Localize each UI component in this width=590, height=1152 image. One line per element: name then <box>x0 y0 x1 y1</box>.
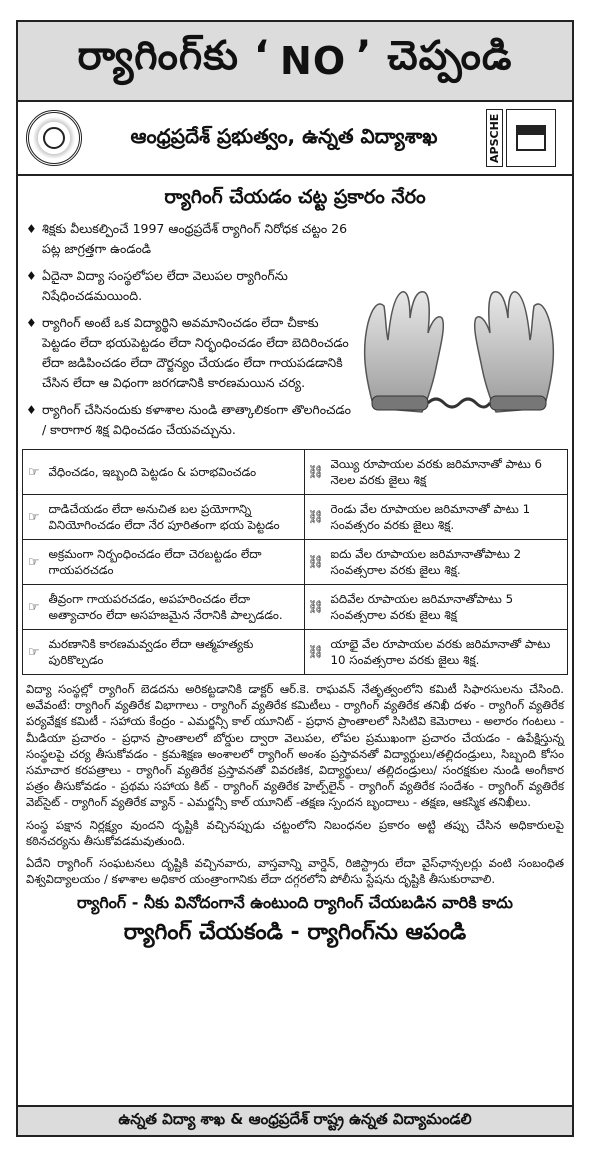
punishment-cell: వెయ్యి రూపాయల వరకు జరిమానాతో పాటు 6 నెలల వరకు జైలు శిక్ష <box>327 450 568 495</box>
footer <box>18 1105 572 1135</box>
title-left: ర్యాగింగ్‌కు ‘ <box>77 33 271 79</box>
handcuffs-icon <box>354 278 564 428</box>
pointing-hand-icon: ☞ <box>23 540 45 585</box>
punishment-cell: ఐదు వేల రూపాయల జరిమానాతోపాటు 2 సంవత్సరాల వరకు జైలు శిక్ష. <box>327 540 568 585</box>
penalty-table <box>22 449 568 675</box>
table-row <box>23 540 568 585</box>
table-row <box>23 495 568 540</box>
negligence-paragraph: సంస్థ పక్షాన నిర్లక్ష్యం వుందని దృష్టికి వచ్చినప్పుడు చట్టంలోని నిబంధనల ప్రకారం అట్టి తప్పు చేసిన అధికారులపై కఠినచర్యను తీసుకోవడమవుతుంది. <box>26 817 564 848</box>
committee-paragraph: విద్యా సంస్థల్లో ర్యాగింగ్ బెడదను అరికట్టడానికి డాక్టర్ ఆర్.కె. రాఘవన్ నేతృత్వంలోని కమిటీ సిఫారసులను చేసింది. అవేవంటే: ర్యాగింగ్ వ్యతిరేక విభాగాలు - ర్యాగింగ్ వ్యతిరేక కమిటీలు - ర్యాగింగ్ వ్యతిరేక తనిఖీ దళం - ర్యాగింగ్ వ్యతిరేక పర్యవేక్షక కమిటీ - సహాయ కేంద్రం - ఎమర్జన్సీ కాల్ యూనిట్ - ప్రధాన ప్రాంతాలలో సిసిటివి కెమెరాలు - అలారం గంటలు - మీడియా ప్రచారం - ప్రధాన ప్రాంతాలలో బోర్డుల ద్వారా వెలుపల, లోపల ప్రముఖంగా ప్రచారం చేయడం - ఉపేక్షిస్తున్న సంస్థలపై చర్య తీసుకోవడం - క్రమశిక్షణ అంశాలలో ర్యాగింగ్ అంశం ప్రస్తావనతో విద్యార్థులు/తల్లిదండ్రులు, సిబ్బంది కోసం సమాచార కరపత్రాలు - ర్యాగింగ్ వ్యతిరేక ప్రస్తావనతో వివరణిక, విద్యార్థులు/ తల్లిదండ్రులు/ సంరక్షకుల నుండి అంగీకార పత్రం తీసుకోవడం - ప్రథమ సహాయ కిట్ - ర్యాగింగ్ వ్యతిరేక హెల్ప్‌లైన్ - ర్యాగింగ్ వ్యతిరేక సందేశం - ర్యాగింగ్ వ్యతిరేక వెబ్‌సైట్ - ర్యాగింగ్ వ్యతిరేక వ్యాన్ - ఎమర్జన్సీ కాల్ యూనిట్ -తక్షణ స్పందన బృందాలు - తక్షణ, ఆకస్మిక తనిఖీలు. <box>26 682 564 810</box>
offence-cell: మరణానికి కారణమవ్వడం లేదా ఆత్మహత్యకు పురికొల్పడం <box>45 630 305 675</box>
punishment-cell: రెండు వేల రూపాయల జరిమానాతో పాటు 1 సంవత్సరం వరకు జైలు శిక్ష. <box>327 495 568 540</box>
handcuffs-icon: ⛓ <box>305 450 327 495</box>
slogan-line-2: ర్యాగింగ్ చేయకండి - ర్యాగింగ్‌ను ఆపండి <box>123 920 467 946</box>
handcuffs-icon: ⛓ <box>305 540 327 585</box>
bullet-list <box>24 219 352 447</box>
offence-cell: వేధించడం, ఇబ్బంది పెట్టడం & పరాభవించడం <box>45 450 305 495</box>
handcuffs-icon: ⛓ <box>305 630 327 675</box>
pointing-hand-icon: ☞ <box>23 495 45 540</box>
handcuffs-icon: ⛓ <box>305 495 327 540</box>
punishment-cell: యాభై వేల రూపాయల వరకు జరిమానాతో పాటు 10 సంవత్సరాల వరకు జైలు శిక్ష. <box>327 630 568 675</box>
slogan-line-1: ర్యాగింగ్ - నీకు వినోదంగానే ఉంటుంది ర్యాగింగ్ చేయబడిన వారికి కాదు <box>77 893 513 913</box>
government-title: ఆంధ్రప్రదేశ్ ప్రభుత్వం, ఉన్నత విద్యాశాఖ <box>130 123 438 148</box>
table-row <box>23 585 568 630</box>
table-row <box>23 450 568 495</box>
pointing-hand-icon: ☞ <box>23 450 45 495</box>
footer-text: ఉన్నత విద్యా శాఖ & ఆంధ్రప్రదేశ్ రాష్ట్ర ఉన్నత విద్యామండలి <box>118 1110 472 1128</box>
handcuffs-icon: ⛓ <box>305 585 327 630</box>
bullet-item: ♦ ఏదైనా విద్యా సంస్థలోపల లేదా వెలుపల ర్యాగింగ్‌ను నిషేధించడమయింది. <box>24 266 352 306</box>
pointing-hand-icon: ☞ <box>23 630 45 675</box>
pointing-hand-icon: ☞ <box>23 585 45 630</box>
offence-cell: దాడిచేయడం లేదా అనుచిత బల ప్రయోగాన్ని వినియోగించడం లేదా నేర పూరితంగా భయ పెట్టడం <box>45 495 305 540</box>
offence-cell: అక్రమంగా నిర్బంధించడం లేదా చెరబట్టడం లేదా గాయపరచడం <box>45 540 305 585</box>
table-row <box>23 630 568 675</box>
bullet-item: ♦ శిక్షకు వీలుకల్పించే 1997 ఆంధ్రప్రదేశ్ ర్యాగింగ్ నిరోధక చట్టం 26 పట్ల జాగ్రత్తగా ఉండండి <box>24 219 352 259</box>
subheading: ర్యాగింగ్ చేయడం చట్ట ప్రకారం నేరం <box>164 186 426 208</box>
state-emblem-icon <box>26 110 82 166</box>
building-icon <box>506 109 556 167</box>
poster <box>16 20 574 1137</box>
apsche-label: APSCHE <box>486 109 503 167</box>
poster-title <box>18 22 572 102</box>
title-no: NO <box>280 39 347 83</box>
reporting-paragraph: ఏదేని ర్యాగింగ్ సంఘటనలు దృష్టికి వచ్చినవారు, వాస్తవాన్ని వార్డెన్, రిజిస్ట్రారు లేదా వైస్‌ఛాన్సలర్లు వంటి సంబంధిత విశ్వవిద్యాలయం / కళాశాల అధికార యంత్రాంగానికు లేదా దగ్గరలోని పోలీసు స్టేషను దృష్టికి తీసుకురావాలి. <box>26 856 564 887</box>
bullet-item: ♦ ర్యాగింగ్ అంటే ఒక విద్యార్థిని అవమానించడం లేదా చీకాకు పెట్టడం లేదా భయపెట్టడం లేదా నిర్భంధించడం లేదా బెదిరించడం లేదా జడిపించడం లేదా దౌర్జన్యం చేయడం లేదా గాయపడడానికి చేసిన లేదా ఆ విధంగా జరగడానికి కారణమయిన చర్య. <box>24 313 352 393</box>
government-header <box>18 102 572 176</box>
apsche-logo-icon <box>486 107 564 169</box>
handcuffed-hands-illustration <box>352 219 566 447</box>
bullet-item: ♦ ర్యాగింగ్ చేసినందుకు కళాశాల నుండి తాత్కాలికంగా తొలగించడం / కారాగార శిక్ష విధించడం చేయవచ్చును. <box>24 400 352 440</box>
punishment-cell: పదివేల రూపాయల జరిమానాతోపాటు 5 సంవత్సరాల వరకు జైలు శిక్ష <box>327 585 568 630</box>
title-right: ’ చెప్పండి <box>356 33 513 79</box>
upper-section <box>18 219 572 447</box>
offence-cell: తీవ్రంగా గాయపరచడం, అపహరించడం లేదా అత్యాచారం లేదా అసహజమైన నేరానికి పాల్పడడం. <box>45 585 305 630</box>
